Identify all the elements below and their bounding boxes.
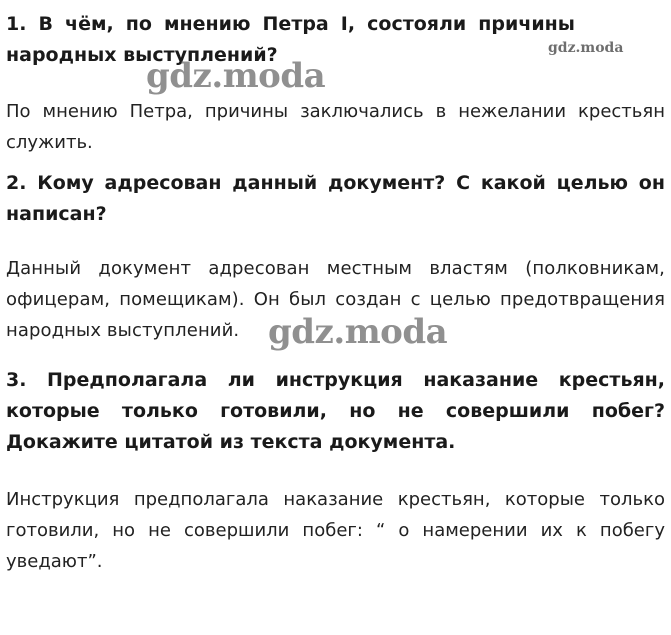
- question-2: 2. Кому адресован данный документ? С какой целью он написан?: [6, 172, 665, 225]
- answer-1: По мнению Петра, причины заключались в нежелании крестьян служить.: [6, 101, 665, 153]
- answer-1-block: [6, 96, 665, 158]
- watermark-large-1: gdz.moda: [146, 56, 326, 96]
- question-1: 1. В чём, по мнению Петра I, состояли причины народных выступлений?: [6, 13, 575, 66]
- question-3: 3. Предполагала ли инструкция наказание крестьян, которые только готовили, но не совершили побег? Докажите цитатой из текста документа.: [6, 369, 665, 453]
- question-3-block: [6, 365, 665, 458]
- answer-3: Инструкция предполагала наказание крестьян, которые только готовили, но не совершили побег: “ о намерении их к побегу уведают”.: [6, 489, 665, 572]
- watermark-large-2: gdz.moda: [268, 312, 448, 352]
- answer-3-block: [6, 484, 665, 577]
- question-2-block: [6, 168, 665, 230]
- watermark-corner: gdz.moda: [548, 40, 624, 56]
- answer-2: Данный документ адресован местным властям (полковникам, офицерам, помещикам). Он был создан с целью предотвращения народных выступлений.: [6, 258, 665, 341]
